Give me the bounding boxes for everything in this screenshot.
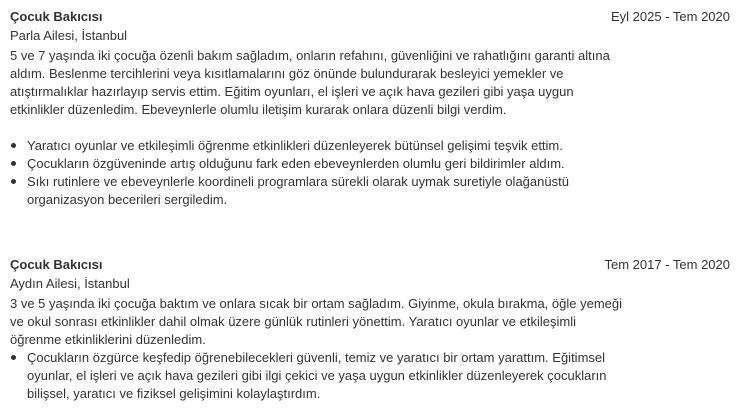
entry-header xyxy=(10,256,730,274)
date-range: Eyl 2025 - Tem 2020 xyxy=(611,9,730,24)
list-item-text: Sıkı rutinlere ve ebeveynlerle koordineli programlara sürekli olarak uymak suretiyle olağanüstü organizasyon becerileri sergiledim. xyxy=(27,174,569,207)
list-item-text: Yaratıcı oyunlar ve etkileşimli öğrenme etkinlikleri düzenleyerek bütünsel gelişimi teşvik ettim. xyxy=(27,138,563,153)
job-title: Çocuk Bakıcısı xyxy=(10,9,103,24)
achievement-list xyxy=(10,137,622,209)
job-description: 5 ve 7 yaşında iki çocuğa özenli bakım sağladım, onların refahını, güvenliğini ve rahatlığını garanti altına aldım. Beslenme tercihlerini veya kısıtlamalarını göz önünde bulundurarak besleyici yemekler ve atıştırmalıklar hazırlayıp servis ettim. Eğitim oyunları, el işleri ve açık hava gezileri gibi yaşa uygun etkinlikler düzenledim. Ebeveynlerle olumlu iletişim kurarak onlara düzenli bilgi verdim. xyxy=(10,48,610,117)
achievement-list xyxy=(10,349,622,403)
bullet-icon xyxy=(11,179,16,184)
bullet-icon xyxy=(11,143,16,148)
experience-entry xyxy=(10,256,730,403)
bullet-icon xyxy=(11,355,16,360)
list-item xyxy=(10,349,622,403)
list-item xyxy=(10,155,622,173)
list-item xyxy=(10,137,622,155)
job-description: 3 ve 5 yaşında iki çocuğa baktım ve onlara sıcak bir ortam sağladım. Giyinme, okula bırakma, öğle yemeği ve okul sonrası etkinlikler dahil olmak üzere günlük rutinleri yönettim. Yaratıcı oyunlar ve etkileşimli öğrenme etkinliklerini düzenledim. xyxy=(10,296,623,347)
entry-header xyxy=(10,8,730,26)
list-item-text: Çocukların özgürce keşfedip öğrenebilecekleri güvenli, temiz ve yaratıcı bir ortam yarattım. Eğitimsel oyunlar, el işleri ve açık hava gezileri gibi ilgi çekici ve yaşa uygun etkinlikler düzenleyerek çocukların bilişsel, yaratıcı ve fiziksel gelişimini kolaylaştırdım. xyxy=(27,350,607,401)
job-title: Çocuk Bakıcısı xyxy=(10,257,103,272)
experience-entry xyxy=(10,8,730,209)
list-item xyxy=(10,173,622,209)
list-item-text: Çocukların özgüveninde artış olduğunu fark eden ebeveynlerden olumlu geri bildirimler aldım. xyxy=(27,156,565,171)
date-range: Tem 2017 - Tem 2020 xyxy=(604,257,730,272)
bullet-icon xyxy=(11,161,16,166)
employer: Parla Ailesi, İstanbul xyxy=(10,28,128,43)
employer: Aydın Ailesi, İstanbul xyxy=(10,276,130,291)
